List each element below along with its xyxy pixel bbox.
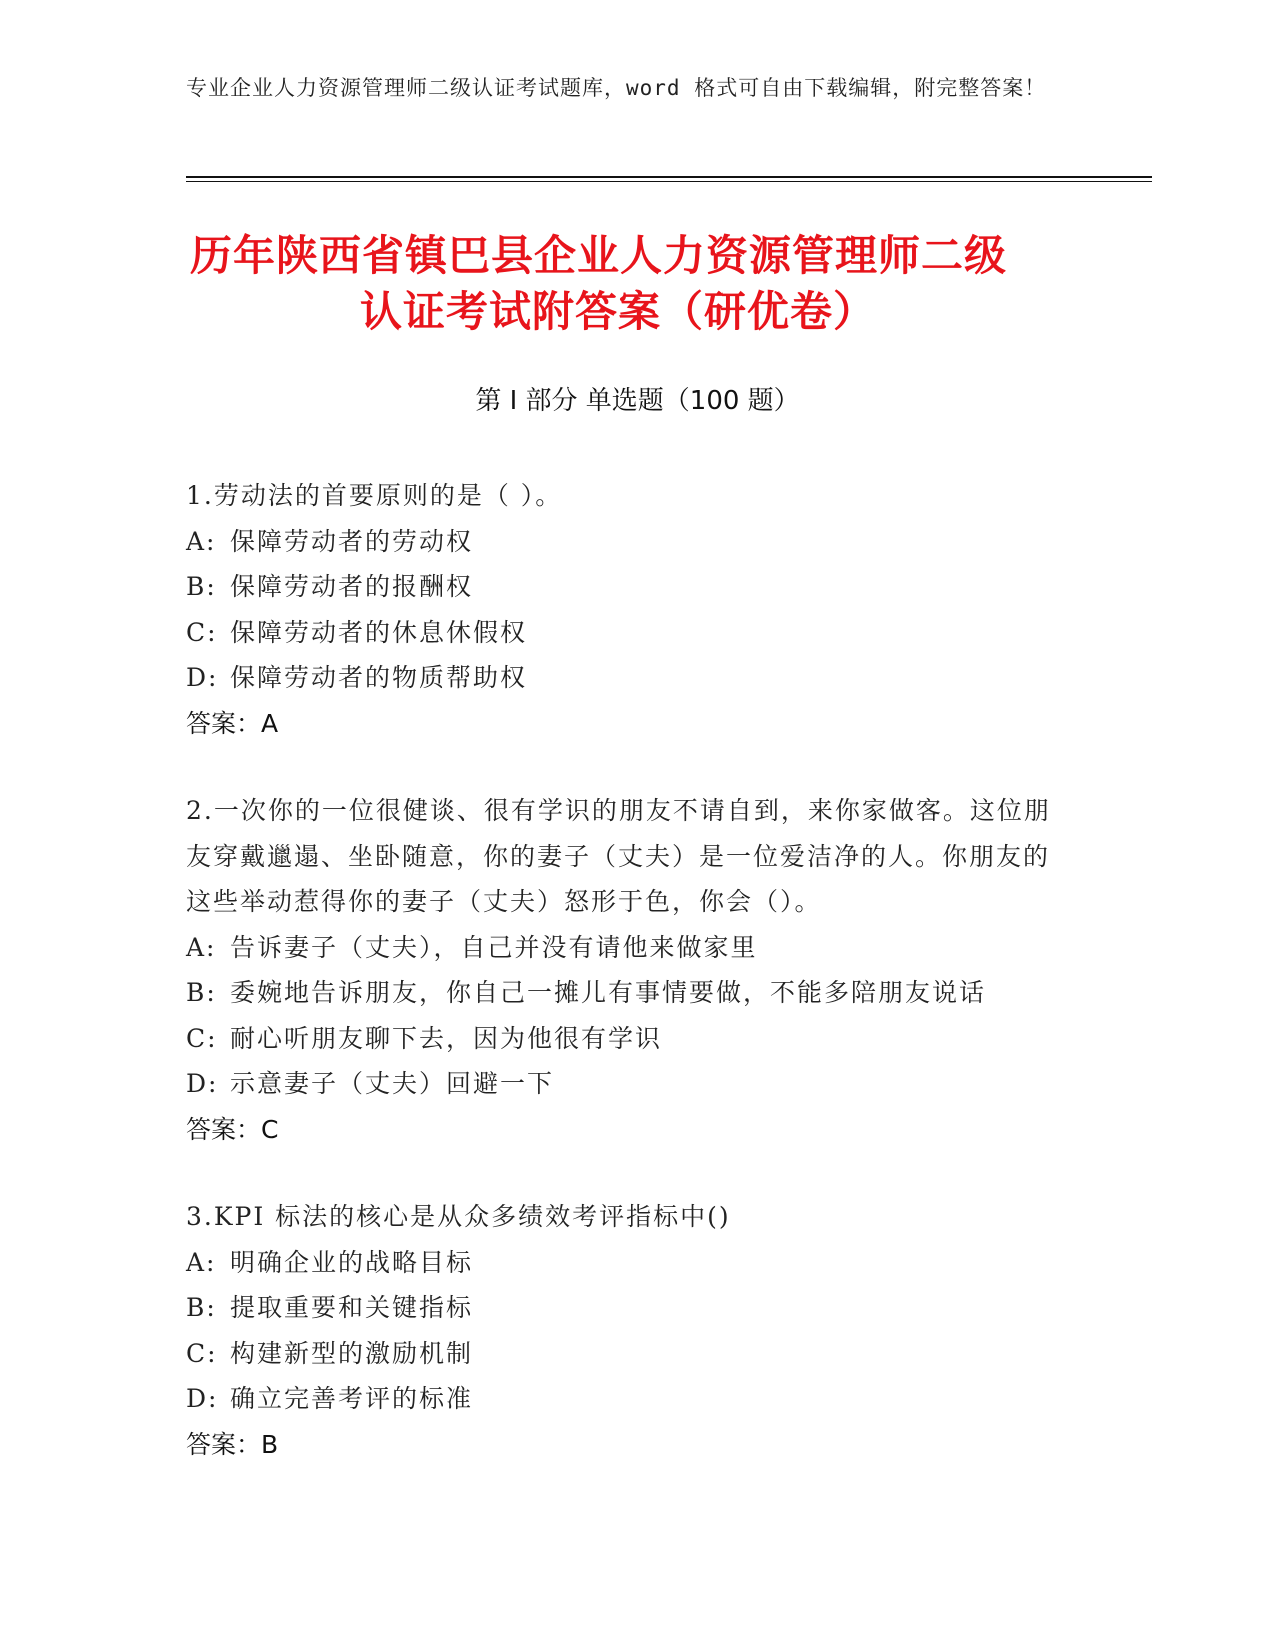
option-c: [186, 610, 1066, 656]
option-text: 告诉妻子（丈夫），自己并没有请他来做家里: [230, 932, 758, 962]
option-letter: D:: [186, 1069, 219, 1098]
option-d: [186, 655, 1066, 701]
option-d: [186, 1061, 1066, 1107]
option-letter: C:: [186, 617, 218, 647]
option-letter: B:: [186, 572, 217, 601]
option-c: [186, 1016, 1066, 1062]
option-text: 构建新型的激励机制: [230, 1338, 474, 1368]
answer-value: B: [261, 1429, 279, 1459]
option-letter: A:: [186, 932, 217, 962]
question-3: [186, 1194, 1066, 1467]
answer-label: 答案：: [186, 1429, 262, 1459]
option-text: 耐心听朋友聊下去，因为他很有学识: [230, 1023, 663, 1053]
option-a: [186, 519, 1066, 565]
option-text: 明确企业的战略目标: [230, 1247, 474, 1277]
option-b: [186, 1285, 1066, 1331]
option-c: [186, 1331, 1066, 1377]
option-letter: B:: [186, 1293, 217, 1322]
option-text: 保障劳动者的劳动权: [230, 526, 474, 556]
option-letter: C:: [186, 1338, 218, 1368]
section-title: 第 I 部分 单选题（100 题）: [475, 386, 800, 416]
document-title-line-1: 历年陕西省镇巴县企业人力资源管理师二级: [190, 231, 1008, 280]
option-letter: B:: [186, 978, 217, 1007]
question-stem: 1.劳动法的首要原则的是（ ）。: [186, 481, 563, 510]
answer-value: C: [261, 1114, 279, 1144]
question-2: [186, 788, 1066, 1152]
option-text: 保障劳动者的休息休假权: [230, 617, 528, 647]
answer-label: 答案：: [186, 1114, 262, 1144]
option-text: 示意妻子（丈夫）回避一下: [230, 1069, 555, 1098]
option-text: 确立完善考评的标准: [230, 1384, 474, 1413]
option-b: [186, 564, 1066, 610]
option-text: 保障劳动者的报酬权: [230, 572, 474, 601]
header-note: 专业企业人力资源管理师二级认证考试题库，word 格式可自由下载编辑，附完整答案！: [186, 76, 1047, 100]
answer-label: 答案：: [186, 708, 262, 738]
option-letter: A:: [186, 526, 217, 556]
question-1: [186, 473, 1066, 746]
answer-line: [186, 701, 1066, 747]
option-letter: D:: [186, 663, 219, 692]
header-divider-thin: [186, 181, 1152, 182]
option-letter: A:: [186, 1247, 217, 1277]
option-a: [186, 925, 1066, 971]
option-letter: C:: [186, 1023, 218, 1053]
header-divider-thick: [186, 176, 1152, 178]
option-text: 提取重要和关键指标: [230, 1293, 474, 1322]
option-text: 委婉地告诉朋友，你自己一摊儿有事情要做，不能多陪朋友说话: [230, 978, 987, 1007]
option-a: [186, 1240, 1066, 1286]
option-d: [186, 1376, 1066, 1422]
question-stem: 3.KPI 标法的核心是从众多绩效考评指标中(): [186, 1202, 731, 1231]
option-text: 保障劳动者的物质帮助权: [230, 663, 528, 692]
document-title-line-2: 认证考试附答案（研优卷）: [360, 287, 877, 336]
answer-line: [186, 1107, 1066, 1153]
answer-line: [186, 1422, 1066, 1468]
document-title: [190, 228, 1090, 340]
answer-value: A: [261, 708, 279, 738]
question-stem: 2.一次你的一位很健谈、很有学识的朋友不请自到，来你家做客。这位朋友穿戴邋遢、坐卧随意，你的妻子（丈夫）是一位爱洁净的人。你朋友的这些举动惹得你的妻子（丈夫）怒形于色，你会（）。: [186, 796, 1051, 916]
option-b: [186, 970, 1066, 1016]
option-letter: D:: [186, 1384, 219, 1413]
